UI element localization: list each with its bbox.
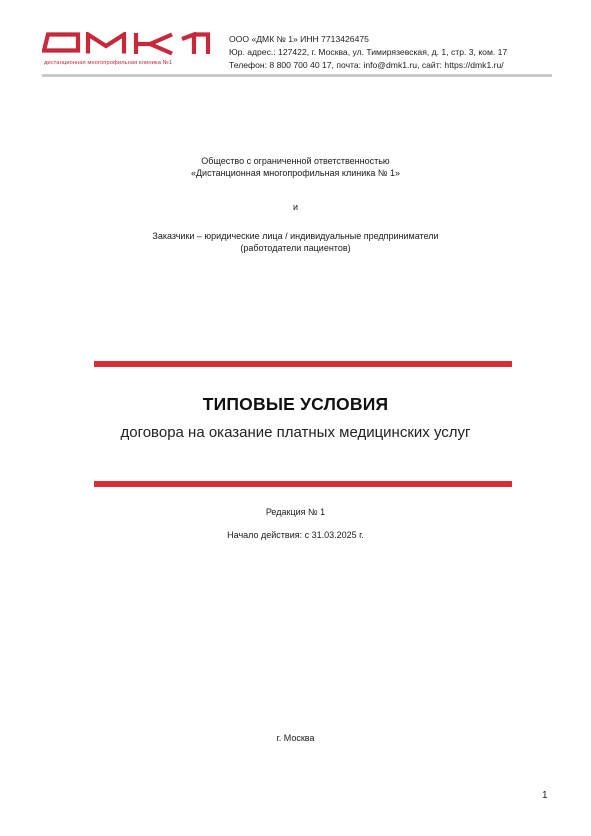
customer-block — [0, 230, 591, 254]
company-details — [229, 33, 507, 73]
document-title: ТИПОВЫЕ УСЛОВИЯ — [202, 394, 389, 414]
executor-block — [0, 155, 591, 179]
conjunction: и — [292, 202, 299, 212]
header-divider — [42, 74, 552, 77]
customer-line-1: Заказчики – юридические лица / индивидуальные предприниматели — [152, 231, 439, 241]
company-contacts: Телефон: 8 800 700 40 17, почта: info@dmk1.ru, сайт: https://dmk1.ru/ — [229, 60, 504, 71]
customer-line-2: (работодатели пациентов) — [240, 243, 351, 253]
title-bar-bottom — [94, 481, 512, 487]
executor-line-1: Общество с ограниченной ответственностью — [201, 156, 390, 166]
city-label: г. Москва — [276, 733, 315, 743]
edition-label: Редакция № 1 — [265, 507, 326, 517]
document-subtitle: договора на оказание платных медицинских услуг — [120, 424, 471, 441]
page-number: 1 — [542, 790, 548, 801]
logo-caption: дистанционная многопрофильная клиника №1 — [44, 60, 173, 66]
logo-lettering-icon — [42, 32, 214, 56]
company-registration: ООО «ДМК № 1» ИНН 7713426475 — [229, 34, 369, 44]
title-bar-top — [94, 361, 512, 367]
effective-date: Начало действия: с 31.03.2025 г. — [227, 530, 364, 540]
company-address: Юр. адрес.: 127422, г. Москва, ул. Тимирязевская, д. 1, стр. 3, ком. 17 — [229, 47, 508, 58]
executor-line-2: «Дистанционная многопрофильная клиника № 1» — [190, 168, 401, 178]
